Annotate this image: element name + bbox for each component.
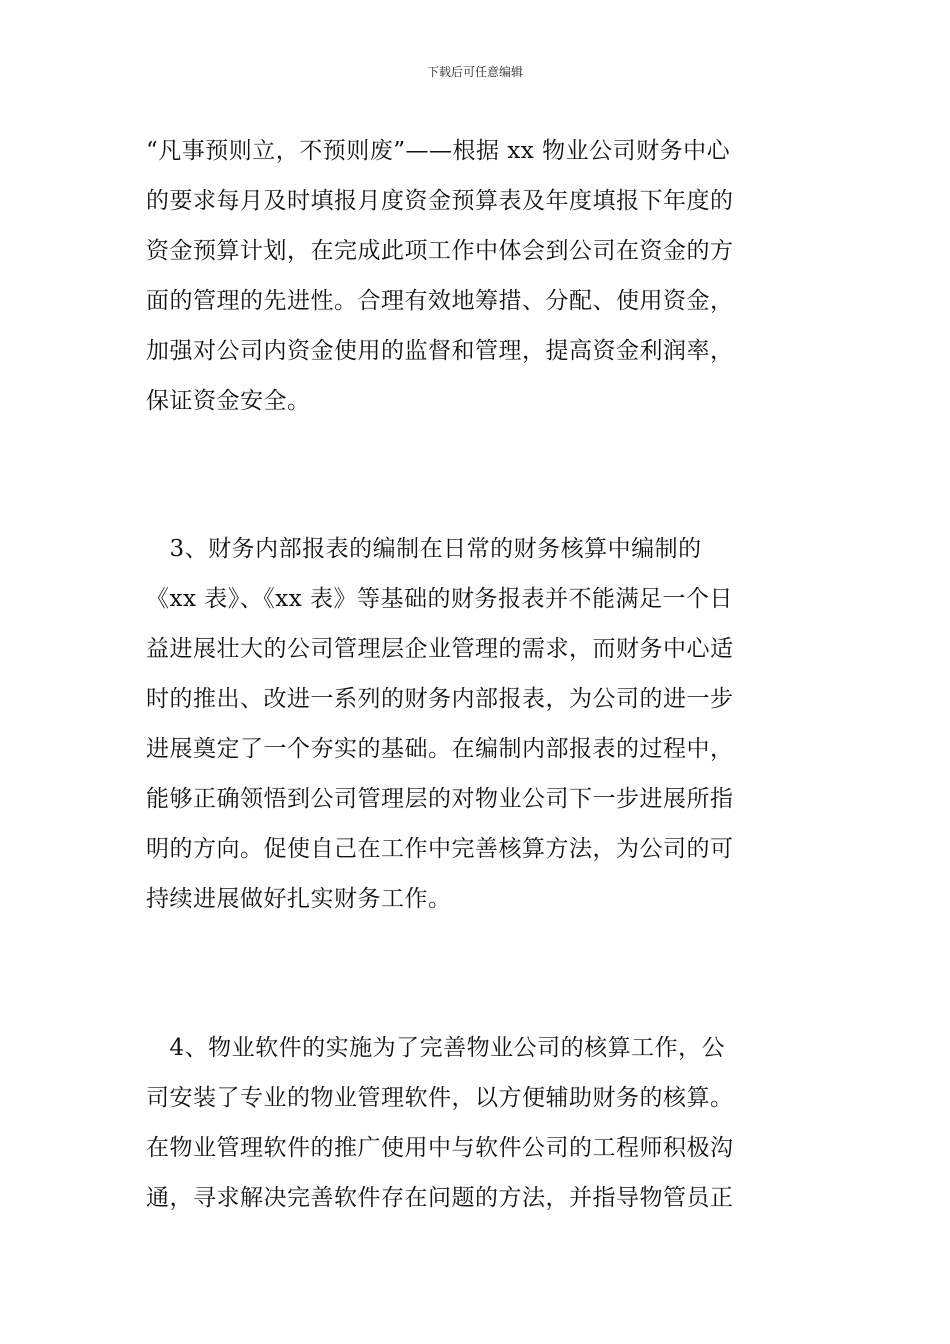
paragraph-line: 的要求每月及时填报月度资金预算表及年度填报下年度的	[146, 188, 734, 214]
paragraph-line: 时的推出、改进一系列的财务内部报表，为公司的进一步	[146, 686, 734, 712]
paragraph-line: 加强对公司内资金使用的监督和管理，提高资金利润率，	[146, 338, 734, 364]
paragraph-line: 面的管理的先进性。合理有效地筹措、分配、使用资金，	[146, 288, 734, 314]
paragraph-line: 4、物业软件的实施为了完善物业公司的核算工作，公	[146, 1035, 726, 1061]
page-header: 下载后可任意编辑	[426, 65, 523, 79]
paragraph-line: “凡事预则立，不预则废”——根据 xx 物业公司财务中心	[146, 138, 731, 164]
paragraph-line: 司安装了专业的物业管理软件，以方便辅助财务的核算。	[146, 1085, 734, 1111]
paragraph-line: 在物业管理软件的推广使用中与软件公司的工程师积极沟	[146, 1135, 734, 1161]
paragraph-line: 保证资金安全。	[146, 388, 311, 414]
paragraph-line: 《xx 表》、《xx 表》等基础的财务报表并不能满足一个日	[146, 586, 734, 612]
paragraph-line: 明的方向。促使自己在工作中完善核算方法，为公司的可	[146, 836, 734, 862]
paragraph-line: 益进展壮大的公司管理层企业管理的需求，而财务中心适	[146, 636, 734, 662]
paragraph-funding-plan	[146, 126, 836, 426]
paragraph-line: 能够正确领悟到公司管理层的对物业公司下一步进展所指	[146, 786, 734, 812]
paragraph-line: 资金预算计划，在完成此项工作中体会到公司在资金的方	[146, 238, 734, 264]
paragraph-line: 3、财务内部报表的编制在日常的财务核算中编制的	[146, 536, 702, 562]
paragraph-property-software	[146, 1023, 836, 1223]
paragraph-line: 进展奠定了一个夯实的基础。在编制内部报表的过程中，	[146, 736, 734, 762]
paragraph-line: 通，寻求解决完善软件存在问题的方法，并指导物管员正	[146, 1185, 734, 1211]
paragraph-line: 持续进展做好扎实财务工作。	[146, 886, 452, 912]
paragraph-internal-reports	[146, 524, 836, 924]
